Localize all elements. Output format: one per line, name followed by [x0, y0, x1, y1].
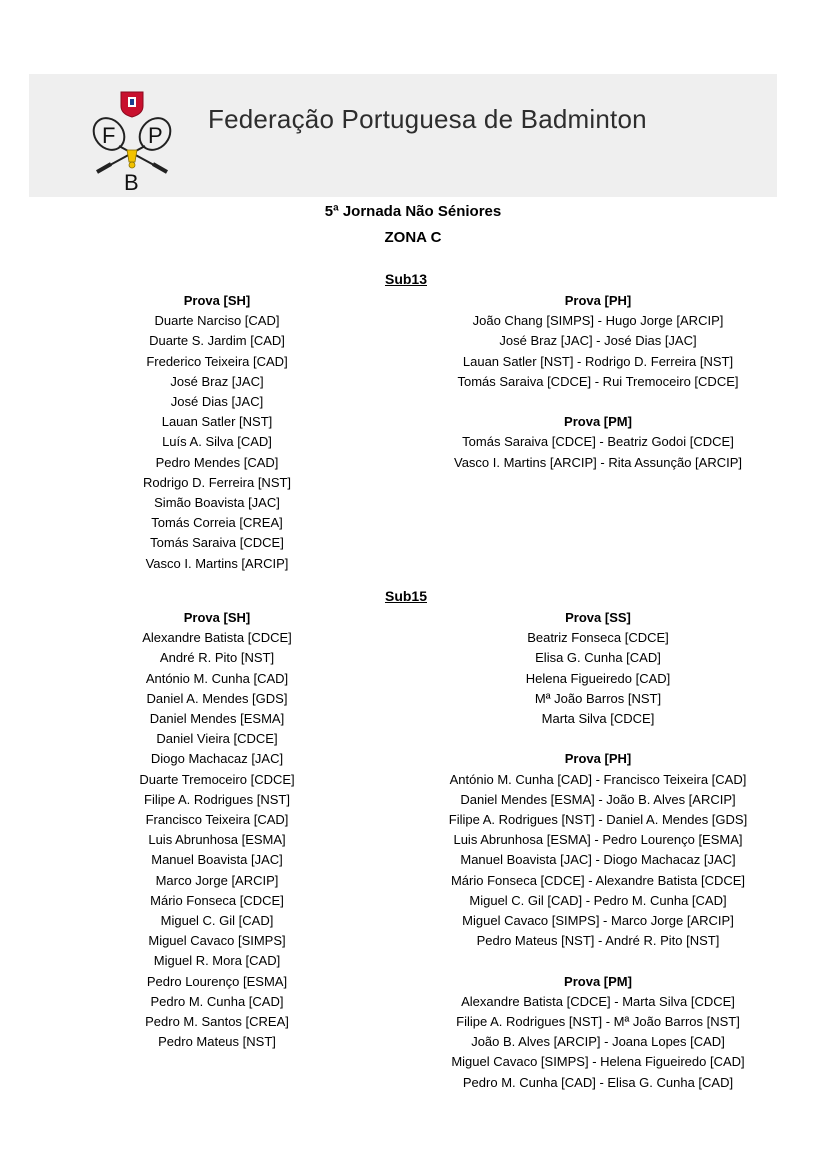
player-entry: Miguel R. Mora [CAD]: [153, 953, 281, 969]
player-entry: Luís A. Silva [CAD]: [162, 434, 272, 450]
spacer: [428, 729, 768, 749]
player-entry: Vasco I. Martins [ARCIP]: [145, 555, 289, 571]
sub13-ph-title: Prova [PH]: [564, 293, 632, 308]
player-entry: Manuel Boavista [JAC]: [151, 852, 283, 868]
federation-name: Federação Portuguesa de Badminton: [208, 104, 647, 134]
player-entry: Mª João Barros [NST]: [534, 690, 662, 706]
player-entry: Duarte S. Jardim [CAD]: [149, 333, 285, 349]
player-entry: Tomás Correia [CREA]: [151, 515, 283, 531]
player-entry: Rodrigo D. Ferreira [NST]: [142, 474, 292, 490]
sub15-ph-title: Prova [PH]: [564, 751, 632, 767]
player-entry: Pedro Mateus [NST]: [158, 1034, 276, 1050]
pair-entry: Filipe A. Rodrigues [NST] - Mª João Barros [NST]: [456, 1014, 740, 1030]
sub13-ph-list: [428, 311, 768, 392]
pair-entry: Miguel C. Gil [CAD] - Pedro M. Cunha [CAD]: [469, 892, 727, 908]
player-entry: Marta Silva [CDCE]: [541, 711, 655, 727]
sub15-ss-list: [428, 628, 768, 729]
pair-entry: Alexandre Batista [CDCE] - Marta Silva [CDCE]: [461, 993, 735, 1009]
sub13-sh-column: [97, 291, 337, 574]
sub13-sh-list: [97, 311, 337, 574]
sub13-doubles-column: [428, 291, 768, 473]
sub13-pm-list: [428, 432, 768, 472]
player-entry: Alexandre Batista [CDCE]: [142, 630, 292, 646]
logo-letter-p: P: [148, 123, 163, 148]
sub15-ss-title: Prova [SS]: [565, 610, 631, 625]
sub15-pm-title: Prova [PM]: [564, 973, 632, 989]
zone-title: ZONA C: [384, 229, 442, 246]
player-entry: Filipe A. Rodrigues [NST]: [144, 791, 290, 807]
spacer: [428, 392, 768, 412]
sub15-ph-list: [428, 770, 768, 952]
player-entry: Luis Abrunhosa [ESMA]: [148, 832, 286, 848]
logo-letter-f: F: [102, 123, 116, 148]
player-entry: José Dias [JAC]: [170, 394, 264, 410]
pair-entry: João B. Alves [ARCIP] - Joana Lopes [CAD]: [471, 1034, 725, 1050]
federation-banner: [29, 74, 777, 197]
player-entry: Tomás Saraiva [CDCE]: [150, 535, 284, 551]
player-entry: Pedro Lourenço [ESMA]: [146, 973, 288, 989]
pair-entry: Lauan Satler [NST] - Rodrigo D. Ferreira [NST]: [462, 353, 734, 369]
pair-entry: Pedro M. Cunha [CAD] - Elisa G. Cunha [CAD]: [462, 1074, 734, 1090]
player-entry: Marco Jorge [ARCIP]: [155, 872, 279, 888]
sub13-heading: Sub13: [384, 271, 427, 287]
pair-entry: Miguel Cavaco [SIMPS] - Helena Figueiredo [CAD]: [451, 1054, 745, 1070]
player-entry: António M. Cunha [CAD]: [145, 670, 289, 686]
player-entry: Pedro M. Santos [CREA]: [145, 1014, 289, 1030]
player-entry: Miguel C. Gil [CAD]: [160, 913, 274, 929]
player-entry: André R. Pito [NST]: [159, 650, 275, 666]
pair-entry: Vasco I. Martins [ARCIP] - Rita Assunção [ARCIP]: [453, 454, 743, 470]
player-entry: Daniel A. Mendes [GDS]: [146, 690, 288, 706]
player-entry: Simão Boavista [JAC]: [154, 495, 280, 511]
logo-letter-b: B: [124, 170, 139, 194]
player-entry: Pedro Mendes [CAD]: [155, 454, 279, 470]
pair-entry: Tomás Saraiva [CDCE] - Beatriz Godoi [CDCE]: [462, 434, 734, 450]
player-entry: Lauan Satler [NST]: [161, 414, 273, 430]
pair-entry: João Chang [SIMPS] - Hugo Jorge [ARCIP]: [472, 313, 724, 329]
sub13-pm-title: Prova [PM]: [564, 414, 632, 430]
player-entry: Beatriz Fonseca [CDCE]: [527, 630, 669, 646]
player-entry: Helena Figueiredo [CAD]: [525, 670, 671, 686]
sub15-pm-list: [428, 992, 768, 1093]
pair-entry: Daniel Mendes [ESMA] - João B. Alves [ARCIP]: [460, 791, 736, 807]
player-entry: José Braz [JAC]: [170, 373, 264, 389]
pair-entry: António M. Cunha [CAD] - Francisco Teixeira [CAD]: [449, 771, 747, 787]
player-entry: Francisco Teixeira [CAD]: [145, 812, 289, 828]
player-entry: Elisa G. Cunha [CAD]: [535, 650, 661, 666]
pair-entry: Tomás Saraiva [CDCE] - Rui Tremoceiro [CDCE]: [457, 373, 739, 389]
player-entry: Mário Fonseca [CDCE]: [150, 892, 284, 908]
sub15-sh-list: [97, 628, 337, 1052]
pair-entry: Filipe A. Rodrigues [NST] - Daniel A. Mendes [GDS]: [448, 812, 748, 828]
player-entry: Duarte Narciso [CAD]: [154, 313, 280, 329]
pair-entry: José Braz [JAC] - José Dias [JAC]: [499, 333, 697, 349]
sub15-sh-title: Prova [SH]: [183, 610, 251, 625]
pair-entry: Luis Abrunhosa [ESMA] - Pedro Lourenço [ESMA]: [453, 832, 743, 848]
player-entry: Diogo Machacaz [JAC]: [150, 751, 284, 767]
player-entry: Daniel Mendes [ESMA]: [149, 711, 285, 727]
pair-entry: Pedro Mateus [NST] - André R. Pito [NST]: [476, 933, 720, 949]
federation-logo-icon: [57, 86, 207, 194]
document-title: 5ª Jornada Não Séniores: [324, 203, 502, 220]
pair-entry: Miguel Cavaco [SIMPS] - Marco Jorge [ARCIP]: [462, 913, 734, 929]
sub13-sh-title: Prova [SH]: [183, 293, 251, 308]
sub15-heading: Sub15: [384, 588, 427, 604]
player-entry: Pedro M. Cunha [CAD]: [150, 993, 284, 1009]
sub15-sh-column: [97, 608, 337, 1052]
sub15-right-column: [428, 608, 768, 1093]
spacer: [428, 951, 768, 971]
pair-entry: Manuel Boavista [JAC] - Diogo Machacaz [JAC]: [460, 852, 736, 868]
pair-entry: Mário Fonseca [CDCE] - Alexandre Batista [CDCE]: [450, 872, 746, 888]
player-entry: Duarte Tremoceiro [CDCE]: [139, 771, 295, 787]
player-entry: Miguel Cavaco [SIMPS]: [148, 933, 286, 949]
player-entry: Frederico Teixeira [CAD]: [146, 353, 288, 369]
player-entry: Daniel Vieira [CDCE]: [156, 731, 278, 747]
